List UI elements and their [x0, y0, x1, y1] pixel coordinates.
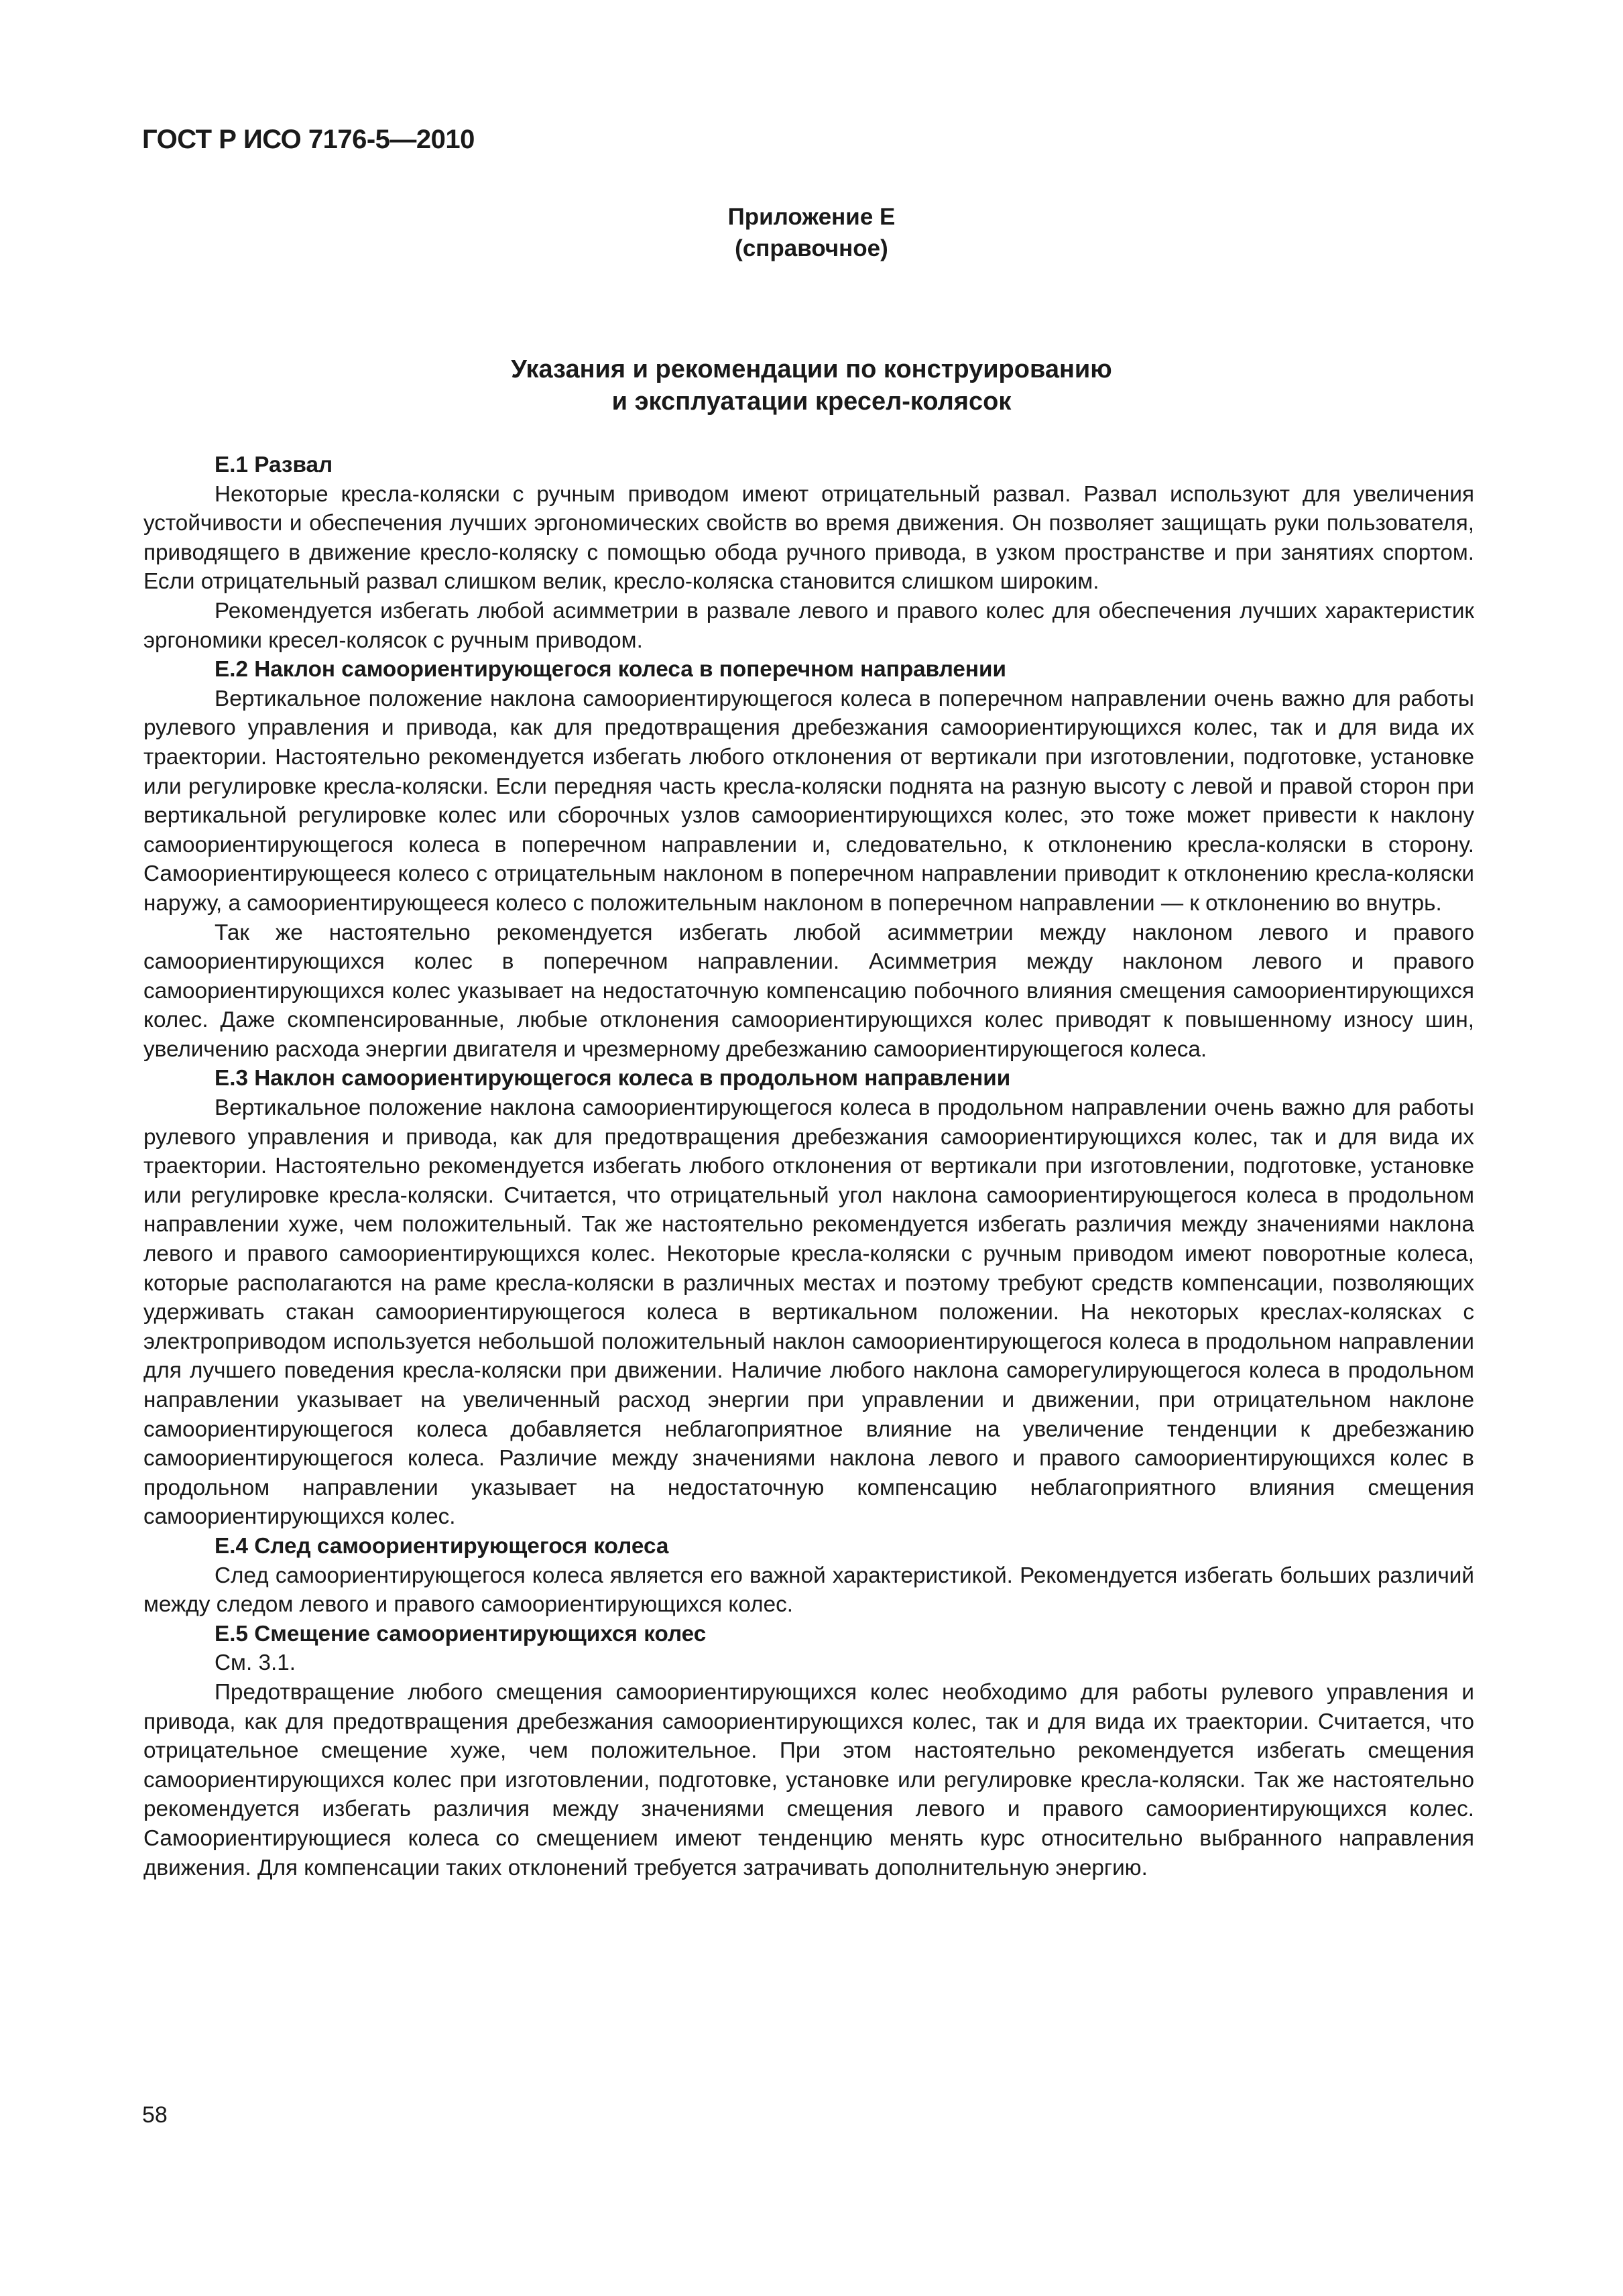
paragraph: Некоторые кресла-коляски с ручным приводом имеют отрицательный развал. Развал используют для увеличения устойчивости и обеспечения лучших эргономических свойств во время движения. Он позволяет защищать руки пользователя, приводящего в движение кресло-коляску с помощью обода ручного привода, в узком пространстве и при занятиях спортом. Если отрицательный развал слишком велик, кресло-коляска становится слишком широким.	[143, 481, 1474, 595]
annex-type: (справочное)	[735, 235, 888, 261]
document-body	[143, 450, 1474, 1882]
paragraph: Так же настоятельно рекомендуется избегать любой асимметрии между наклоном левого и правого самоориентирующихся колес в поперечном направлении. Асимметрия между наклоном левого и правого самоориентирующихся колес указывает на недостаточную компенсацию побочного влияния смещения самоориентирующихся колес. Даже скомпенсированные, любые отклонения самоориентирующихся колес приводят к повышенному износу шин, увеличению расхода энергии двигателя и чрезмерному дребезжанию самоориентирующегося колеса.	[143, 920, 1474, 1062]
section-heading: Е.5 Смещение самоориентирующихся колес	[215, 1621, 707, 1646]
annex-title	[142, 353, 1481, 418]
section-e2	[143, 655, 1474, 1064]
annex-heading	[142, 201, 1481, 264]
annex-title-line-2: и эксплуатации кресел-колясок	[611, 387, 1012, 416]
paragraph: Предотвращение любого смещения самоориентирующихся колес необходимо для работы рулевого управления и привода, как для предотвращения дребезжания самоориентирующихся колес, так и для вида их траектории. Считается, что отрицательное смещение хуже, чем положительное. При этом настоятельно рекомендуется избегать смещения самоориентирующихся колес при изготовлении, подготовке, установке или регулировке кресла-коляски. Так же настоятельно рекомендуется избегать различия между значениями смещения левого и правого самоориентирующихся колес. Самоориентирующиеся колеса со смещением имеют тенденцию менять курс относительно выбранного направления движения. Для компенсации таких отклонений требуется затрачивать дополнительную энергию.	[143, 1679, 1474, 1880]
annex-title-line-1: Указания и рекомендации по конструированию	[511, 355, 1112, 383]
page-number: 58	[142, 2102, 168, 2128]
section-heading: Е.3 Наклон самоориентирующегося колеса в продольном направлении	[215, 1066, 1011, 1091]
document-code: ГОСТ Р ИСО 7176-5—2010	[142, 125, 475, 154]
section-e1	[143, 450, 1474, 655]
annex-label: Приложение Е	[727, 204, 896, 230]
section-heading: Е.2 Наклон самоориентирующегося колеса в поперечном направлении	[215, 657, 1006, 682]
paragraph: Рекомендуется избегать любой асимметрии в развале левого и правого колес для обеспечения лучших характеристик эргономики кресел-колясок с ручным приводом.	[143, 598, 1474, 653]
section-e4	[143, 1532, 1474, 1620]
paragraph: След самоориентирующегося колеса является его важной характеристикой. Рекомендуется избегать больших различий между следом левого и правого самоориентирующихся колес.	[143, 1563, 1474, 1618]
section-e5	[143, 1620, 1474, 1882]
cross-reference: См. 3.1.	[215, 1650, 296, 1676]
section-heading: Е.4 След самоориентирующегося колеса	[215, 1533, 669, 1559]
paragraph: Вертикальное положение наклона самоориентирующегося колеса в продольном направлении очень важно для работы рулевого управления и привода, как для предотвращения дребезжания самоориентирующихся колес, так и для вида их траектории. Настоятельно рекомендуется избегать любого отклонения от вертикали при изготовлении, подготовке, установке или регулировке кресла-коляски. Считается, что отрицательный угол наклона самоориентирующегося колеса в продольном направлении хуже, чем положительный. Так же настоятельно рекомендуется избегать различия между значениями наклона левого и правого самоориентирующихся колес. Некоторые кресла-коляски с ручным приводом имеют поворотные колеса, которые располагаются на раме кресла-коляски в различных местах и поэтому требуют средств компенсации, позволяющих удерживать стакан самоориентирующегося колеса в вертикальном положении. На некоторых креслах-колясках с электроприводом используется небольшой положительный наклон самоориентирующегося колеса в продольном направлении для лучшего поведения кресла-коляски при движении. Наличие любого наклона саморегулирующегося колеса в продольном направлении указывает на увеличенный расход энергии при управлении и движении, при отрицательном наклоне самоориентирующегося колеса добавляется неблагоприятное влияние на увеличение тенденции к дребезжанию самоориентирующегося колеса. Различие между значениями наклона левого и правого самоориентирующихся колес в продольном направлении указывает на недостаточную компенсацию неблагоприятного влияния смещения самоориентирующихся колес.	[143, 1095, 1474, 1530]
paragraph: Вертикальное положение наклона самоориентирующегося колеса в поперечном направлении очень важно для работы рулевого управления и привода, как для предотвращения дребезжания самоориентирующихся колес, так и для вида их траектории. Настоятельно рекомендуется избегать любого отклонения от вертикали при изготовлении, подготовке, установке или регулировке кресла-коляски. Если передняя часть кресла-коляски поднята на разную высоту с левой и правой сторон при вертикальной регулировке колес или сборочных узлов самоориентирующихся колес, это тоже может привести к наклону самоориентирующегося колеса в поперечном направлении и, следовательно, к отклонению кресла-коляски в сторону. Самоориентирующееся колесо с отрицательным наклоном в поперечном направлении приводит к отклонению кресла-коляски наружу, а самоориентирующееся колесо с положительным наклоном в поперечном направлении — к отклонению во внутрь.	[143, 686, 1474, 916]
section-heading: Е.1 Развал	[215, 452, 333, 477]
section-e3	[143, 1064, 1474, 1532]
